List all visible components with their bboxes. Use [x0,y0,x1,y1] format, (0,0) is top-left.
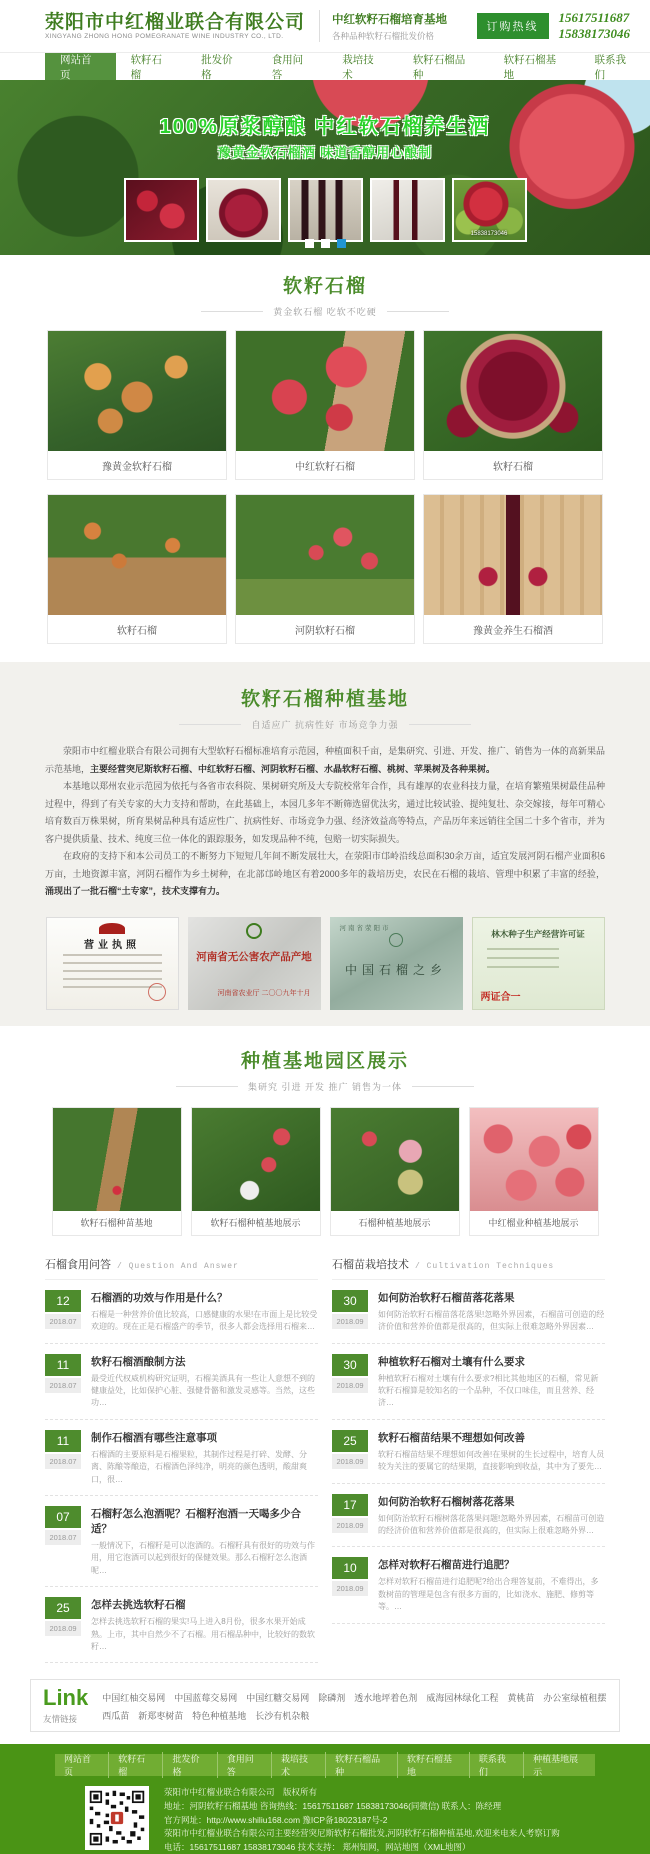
date-badge: 25 2018.09 [45,1597,81,1653]
phone-number-2: 15838173046 [558,26,630,41]
showcase-card[interactable] [191,1107,321,1236]
qa-item-title[interactable]: 石榴籽怎么泡酒呢？石榴籽泡酒一天喝多少合适？ [91,1508,301,1536]
date-badge: 17 2018.09 [332,1494,368,1538]
carousel-dot-2[interactable] [321,239,330,248]
phone-number-1: 15617511687 [558,9,630,25]
qa-list-item [45,1496,318,1587]
banner-headline: 100%原浆醇酿 中红软石榴养生酒 [159,116,491,138]
product-photo-orchard [48,495,226,615]
friend-link[interactable]: 办公室绿植租摆 [543,1693,607,1704]
certificate-business-license: 营业执照 [46,917,179,1010]
qa-item-title[interactable]: 种植软籽石榴对土壤有什么要求 [378,1355,525,1368]
qa-item-title[interactable]: 制作石榴酒有哪些注意事项 [91,1431,217,1444]
carousel-dot-1[interactable] [305,239,314,248]
qa-item-desc: 如何防治软籽石榴苗落花落果!忽略外界因素，石榴苗可创造的经济价值和营养价值都是很高的，但实际上很难忽略外界因素… [378,1309,605,1332]
qa-list-item [45,1344,318,1420]
qa-cultivation-header: 石榴苗栽培技术 / Cultivation Techniques [332,1256,605,1280]
footer-nav-base[interactable]: 软籽石榴基地 [397,1752,469,1778]
product-card[interactable] [423,330,603,480]
friend-link[interactable]: 除磷剂 [318,1693,346,1704]
product-label: 中红软籽石榴 [295,461,355,473]
date-badge: 25 2018.09 [332,1430,368,1474]
friend-link[interactable]: 长沙有机杂粮 [255,1711,310,1722]
friend-link[interactable]: 威海园林绿化工程 [426,1693,499,1704]
friend-link[interactable]: 西瓜苗 [102,1711,130,1722]
company-name: 荥阳市中红榴业联合有限公司 [45,11,306,33]
product-card[interactable] [47,494,227,644]
product-label: 河阴软籽石榴 [295,625,355,637]
friend-link[interactable]: 中国蓝莓交易网 [174,1693,238,1704]
two-in-one-badge: 两证合一 [480,991,521,1003]
base-title: 软籽石榴种植基地 [240,689,409,710]
product-photo-yellow-pomegranate [48,331,226,451]
friend-links-box [30,1679,620,1732]
nav-item-contact[interactable]: 联系我们 [594,53,626,81]
nav-item-techniques[interactable]: 栽培技术 [342,53,374,81]
red-stamp-icon [148,983,166,1001]
qa-item-desc: 一般情况下，石榴籽是可以泡酒的。石榴籽具有很好的功效与作用，用它泡酒可以起到很好的保健效果。那么石榴籽怎么泡酒呢… [91,1541,315,1575]
friend-link[interactable]: 黄桃苗 [507,1693,535,1704]
qa-item-title[interactable]: 石榴酒的功效与作用是什么？ [91,1291,228,1304]
product-photo-red-pomegranate [236,331,414,451]
qa-item-desc: 石榴酒的主要原料是石榴果粒，其制作过程是打碎、发酵、分离、陈酿等酿造，石榴酒色泽纯净，明亮的颜色透明，酸甜爽口，很… [91,1449,307,1484]
product-label: 豫黄金软籽石榴 [102,461,172,473]
license-text-lines [63,954,162,994]
green-emblem-icon [246,923,262,939]
hotline-button[interactable]: 订购热线 [477,13,549,39]
footer-body [0,1776,650,1854]
date-badge: 30 2018.09 [332,1290,368,1334]
product-label: 软籽石榴 [117,625,157,637]
showcase-card[interactable] [469,1107,599,1236]
products-section [0,255,650,644]
qa-item-title[interactable]: 如何防治软籽石榴苗落花落果 [378,1291,515,1304]
qa-item-desc: 种植软籽石榴对土壤有什么要求?相比其他地区的石榴，常见新软籽石榴算是较知名的一个品种，不仅口味佳，而且营养、经济… [378,1373,599,1408]
footer-line-address: 地址：河阴软籽石榴基地 咨询热线：15617511687 15838173046(同微信) 联系人：陈经理 [164,1800,502,1811]
showcase-section [0,1026,650,1236]
friend-link[interactable]: 中国红柚交易网 [102,1693,166,1704]
showcase-card[interactable] [52,1107,182,1236]
product-label: 豫黄金养生石榴酒 [473,625,553,637]
logo [45,12,305,41]
banner-thumbnails [0,178,650,242]
banner-thumb-seed-jar[interactable] [206,178,281,242]
banner-subheadline: 豫黄金软石榴酒 味道香醇用心酿制 [217,145,433,160]
showcase-title: 种植基地园区展示 [240,1050,409,1072]
nav-item-home[interactable]: 网站首页 [45,53,116,80]
friend-link[interactable]: 新郑枣树苗 [138,1711,184,1722]
product-card[interactable] [47,330,227,480]
hero-banner [0,80,650,255]
banner-thumb-caption: 15838173046 [470,231,508,237]
date-badge: 12 2018.07 [45,1290,81,1334]
footer-nav [55,1754,595,1776]
site-header [0,0,650,52]
plaque-emblem-icon [389,933,403,947]
qa-item-title[interactable]: 怎样去挑选软籽石榴 [91,1599,186,1612]
certificate-pomegranate-hometown: 河南省荥阳市 中国石榴之乡 [330,917,463,1010]
showcase-label: 石榴种植基地展示 [358,1218,431,1229]
footer-line-business: 荥阳市中红榴业联合有限公司主要经营突尼斯软籽石榴批发,河阴软籽石榴种植基地,欢迎来电来人考察订购 [164,1828,560,1839]
site-footer [0,1744,650,1854]
products-subtitle: 黄金软石榴 吃软不吃硬 [0,305,650,318]
showcase-photo-picking [331,1108,459,1211]
date-badge: 10 2018.09 [332,1557,368,1613]
footer-nav-pomegranate[interactable]: 软籽石榴 [108,1752,162,1778]
footer-line-copyright: 荥阳市中红榴业联合有限公司 版权所有 [164,1787,318,1798]
showcase-card[interactable] [330,1107,460,1236]
header-divider [319,10,320,42]
nav-item-price[interactable]: 批发价格 [201,53,233,81]
header-tagline [332,11,447,42]
banner-thumb-gift-box[interactable] [370,178,445,242]
product-card[interactable] [235,494,415,644]
products-grid [47,330,603,644]
qa-list-item [45,1587,318,1663]
friend-link[interactable]: 中国红糖交易网 [246,1693,310,1704]
qa-section [45,1256,605,1663]
product-card[interactable] [235,330,415,480]
base-paragraph-1: 荥阳市中红榴业联合有限公司拥有大型软籽石榴标准培育示范园，种植面积千亩，是集研究、引进、开发、推广、销售为一体的高新果品示范基地，主要经营突尼斯软籽石榴、中红软籽石榴、河阴软籽石榴、水晶软籽石榴、桃树、苹果树及各种果树。 [45,746,605,774]
main-nav [0,52,650,80]
certificate-text-lines [487,948,590,975]
planting-base-section [0,662,650,1026]
footer-nav-price[interactable]: 批发价格 [162,1752,216,1778]
friend-link[interactable]: 透水地坪着色剂 [354,1693,418,1704]
banner-thumb-fruit[interactable] [452,178,527,242]
footer-nav-varieties[interactable]: 软籽石榴品种 [325,1752,397,1778]
product-label: 软籽石榴 [493,461,533,473]
qa-item-desc: 如何防治软籽石榴树落花落果问题!忽略外界因素，石榴苗可创造的经济价值和营养价值都是很高的，但实际上很难忽略外界… [378,1513,605,1536]
nav-item-pomegranate[interactable]: 软籽石榴 [130,53,163,81]
showcase-photo-harvest-crate [470,1108,598,1211]
friend-links-list [102,1687,607,1725]
products-title: 软籽石榴 [282,276,367,297]
footer-line-phone: 电话：15617511687 15838173046 技术支持： 郑州知网，网站地图（XML地图） [164,1841,471,1852]
date-badge: 11 2018.07 [45,1430,81,1486]
banner-thumb-bottles[interactable] [288,178,363,242]
certificates-row [46,917,605,1010]
footer-nav-home[interactable]: 网站首页 [64,1754,92,1778]
qa-item-desc: 最受近代权威机构研究证明，石榴美酒具有一些让人意想不到的健康益处，比如保护心脏、强健骨骼和激发灵感等。当然，这些功… [91,1373,315,1408]
certificate-seed-production: 林木种子生产经营许可证 两证合一 [472,917,605,1010]
showcase-label: 软籽石榴种植基地展示 [210,1218,301,1229]
base-paragraph-2: 本基地以郑州农业示范园为依托与各省市农科院、果树研究所及大专院校常年合作，具有雄厚的农业科技力量，在培育繁殖果树最佳品种过程中，得到了有关专家的大力支持和帮助，在此基础上，本园几多年不断筛选留优汰劣，通过比较试验、提纯复壮、杂交嫁接，每年可精心培育数百万株果树，所育果树品种具有适应性广、抗病性好、市场竞争力强、经济效益高等特点，产品历年来远销往全国二十多个省市，并为客户提供质量、技术、纯度三位一体化的跟踪服务，如发现品种不纯，包赔一切实际损失。 [45,781,605,844]
showcase-label: 中红榴业种植基地展示 [488,1218,579,1229]
nav-item-varieties[interactable]: 软籽石榴品种 [412,53,466,81]
footer-nav-qa[interactable]: 食用问答 [217,1752,271,1778]
date-badge: 30 2018.09 [332,1354,368,1410]
product-card[interactable] [423,494,603,644]
qa-item-desc: 怎样对软籽石榴苗进行追肥呢?给出合理答复前，不难得出，多数树苗的管理是包含有很多方面的，比如浇水、施肥、修剪等等。… [378,1577,599,1612]
tagline-sub: 各种品种软籽石榴批发价格 [332,30,435,41]
footer-info [164,1786,560,1854]
qa-item-title[interactable]: 如何防治软籽石榴树落花落果 [378,1495,515,1508]
carousel-dots [0,239,650,248]
footer-nav-techniques[interactable]: 栽培技术 [271,1752,325,1778]
date-badge: 07 2018.07 [45,1506,81,1577]
qa-item-title[interactable]: 怎样对软籽石榴苗进行追肥？ [378,1559,515,1572]
company-name-en: XINGYANG ZHONG HONG POMEGRANATE WINE INDUSTRY CO., LTD. [45,33,284,41]
qa-list-item [332,1547,605,1623]
base-paragraph-3: 在政府的支持下和本公司员工的不断努力下短短几年间不断发展壮大，在荥阳市邙岭沿线总面积30余万亩，适宜发展河阴石榴产业面积6万亩，土地资源丰富，河阴石榴作为乡土树种，在北部邙岭地区有着2000多年的栽培历史，农民在石榴的栽培、管理中积累了丰富的经验，涌现出了一批石榴“土专家”，技术支撑有力。 [45,851,605,897]
friend-link[interactable]: 特色种植基地 [192,1711,247,1722]
footer-nav-showcase[interactable]: 种植基地展示 [523,1752,595,1778]
date-badge: 11 2018.07 [45,1354,81,1410]
qa-item-desc: 石榴是一种营养价值比较高，口感健康的水果!在市面上是比较受欢迎的。现在正是石榴盛产的季节，很多人都会选择用石榴来… [91,1309,318,1332]
showcase-photo-seedling-base [53,1108,181,1211]
footer-line-website: 官方网址：http://www.shiliu168.com 豫ICP备18023187号-2 [164,1814,388,1825]
tagline-title: 中红软籽石榴培育基地 [332,13,448,26]
footer-nav-contact[interactable]: 联系我们 [469,1752,523,1778]
product-photo-open-pomegranate [424,331,602,451]
qr-code [85,1786,149,1850]
product-photo-orchard-trees [236,495,414,615]
qa-list-item [45,1280,318,1344]
qa-item-title[interactable]: 软籽石榴苗结果不理想如何改善 [378,1431,525,1444]
base-subtitle: 自适应广 抗病性好 市场竞争力强 [0,718,650,731]
qa-item-desc: 软籽石榴苗结果不理想如何改善!在果树的生长过程中，培育人员较为关注的要属它的结果期，直接影响到收益，其中为了要先… [378,1449,605,1472]
qa-list-item [332,1344,605,1420]
license-emblem-icon [99,923,125,934]
banner-thumb-wine-jars[interactable] [124,178,199,242]
showcase-grid [52,1107,599,1236]
nav-item-qa[interactable]: 食用问答 [271,53,304,81]
base-description [45,743,605,901]
qa-column-cultivation [332,1256,605,1663]
showcase-photo-planting-base [192,1108,320,1211]
nav-item-base[interactable]: 软籽石榴基地 [503,53,557,81]
showcase-label: 软籽石榴种苗基地 [80,1218,153,1229]
qa-eating-header: 石榴食用问答 / Question And Answer [45,1256,318,1280]
qa-list-item [332,1484,605,1548]
qa-column-eating [45,1256,318,1663]
qa-list-item [45,1420,318,1496]
certificate-pollution-free: 河南省无公害农产品产地 河南省农业厅 二〇〇九年十月 [188,917,321,1010]
qa-list-item [332,1280,605,1344]
product-photo-wine-bottle [424,495,602,615]
qa-item-title[interactable]: 软籽石榴酒酿制方法 [91,1355,186,1368]
qa-item-desc: 怎样去挑选软籽石榴的果实!马上进入8月份，很多水果开始成熟。上市，其中自然少不了石榴。用石榴品种中，比较好的数软籽… [91,1617,315,1651]
showcase-subtitle: 集研究 引进 开发 推广 销售为一体 [0,1080,650,1093]
friend-links-brand: Link 友情链接 [43,1685,89,1725]
hotline-phones [559,10,631,43]
carousel-dot-3-active[interactable] [337,239,346,248]
